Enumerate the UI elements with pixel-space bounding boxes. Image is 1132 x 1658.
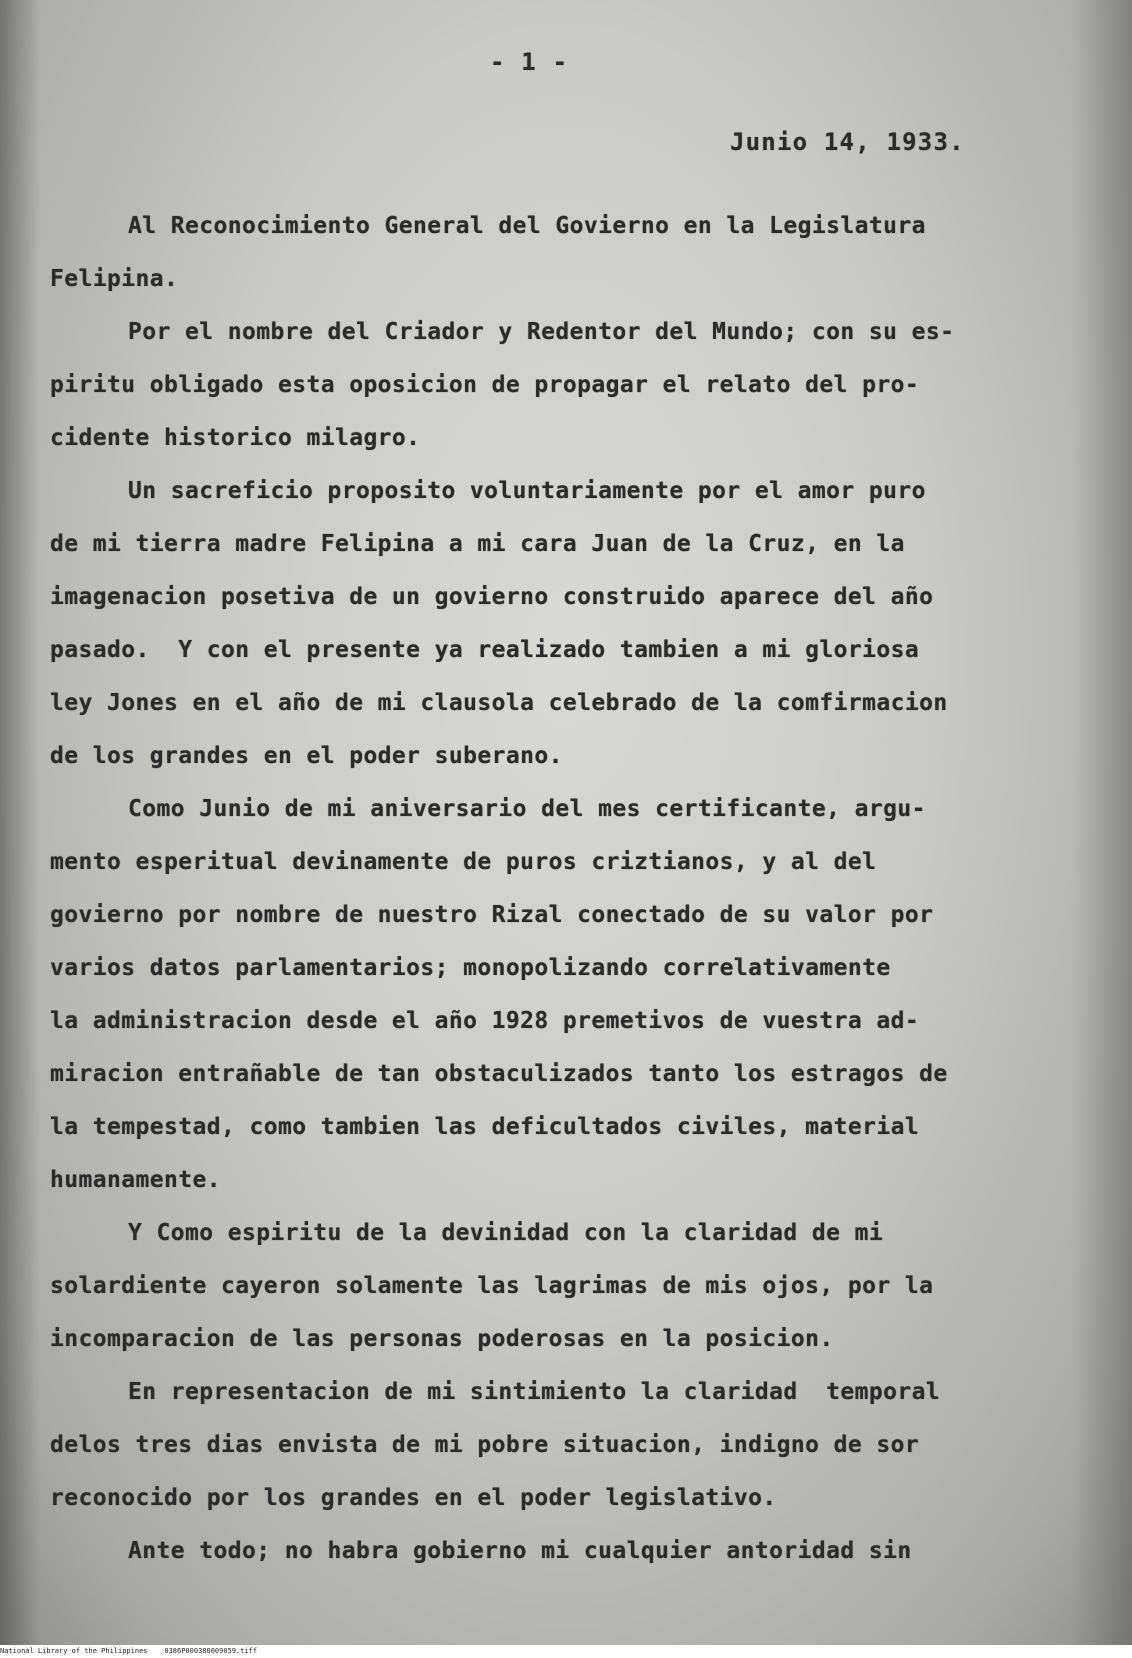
letter-date: Junio 14, 1933. — [730, 128, 965, 156]
text-line: Y Como espiritu de la devinidad con la claridad de mi — [128, 1220, 884, 1246]
text-line: varios datos parlamentarios; monopolizando correlativamente — [50, 955, 891, 981]
text-line: imagenacion posetiva de un govierno construido aparece del año — [50, 584, 934, 610]
letter-body — [50, 200, 1090, 1578]
text-line: cidente historico milagro. — [50, 425, 421, 451]
text-line: humanamente. — [50, 1167, 221, 1193]
page-number: - 1 - — [490, 48, 569, 76]
text-line: pasado. Y con el presente ya realizado tambien a mi gloriosa — [50, 637, 920, 663]
text-line: de los grandes en el poder suberano. — [50, 743, 563, 769]
text-line: la administracion desde el año 1928 premetivos de vuestra ad- — [50, 1008, 920, 1034]
text-line: Felipina. — [50, 266, 179, 292]
text-line: Un sacreficio proposito voluntariamente por el amor puro — [128, 478, 926, 504]
text-line: En representacion de mi sintimiento la claridad temporal — [128, 1379, 941, 1405]
text-line: incomparacion de las personas poderosas en la posicion. — [50, 1326, 834, 1352]
text-line: solardiente cayeron solamente las lagrimas de mis ojos, por la — [50, 1273, 934, 1299]
text-line: Por el nombre del Criador y Redentor del Mundo; con su es- — [128, 319, 955, 345]
text-line: de mi tierra madre Felipina a mi cara Juan de la Cruz, en la — [50, 531, 905, 557]
archive-footer: National Library of the Philippines 0386P000380009059.tiff — [0, 1647, 258, 1655]
text-line: Ante todo; no habra gobierno mi cualquier antoridad sin — [128, 1538, 912, 1564]
text-line: Al Reconocimiento General del Govierno en la Legislatura — [128, 213, 926, 239]
text-line: Como Junio de mi aniversario del mes certificante, argu- — [128, 796, 926, 822]
text-line: la tempestad, como tambien las deficultados civiles, material — [50, 1114, 920, 1140]
text-line: delos tres dias envista de mi pobre situacion, indigno de sor — [50, 1432, 920, 1458]
text-line: miracion entrañable de tan obstaculizados tanto los estragos de — [50, 1061, 948, 1087]
text-line: ley Jones en el año de mi clausola celebrado de la comfirmacion — [50, 690, 948, 716]
text-line: mento esperitual devinamente de puros criztianos, y al del — [50, 849, 877, 875]
text-line: piritu obligado esta oposicion de propagar el relato del pro- — [50, 372, 920, 398]
text-line: reconocido por los grandes en el poder legislativo. — [50, 1485, 777, 1511]
text-line: govierno por nombre de nuestro Rizal conectado de su valor por — [50, 902, 934, 928]
